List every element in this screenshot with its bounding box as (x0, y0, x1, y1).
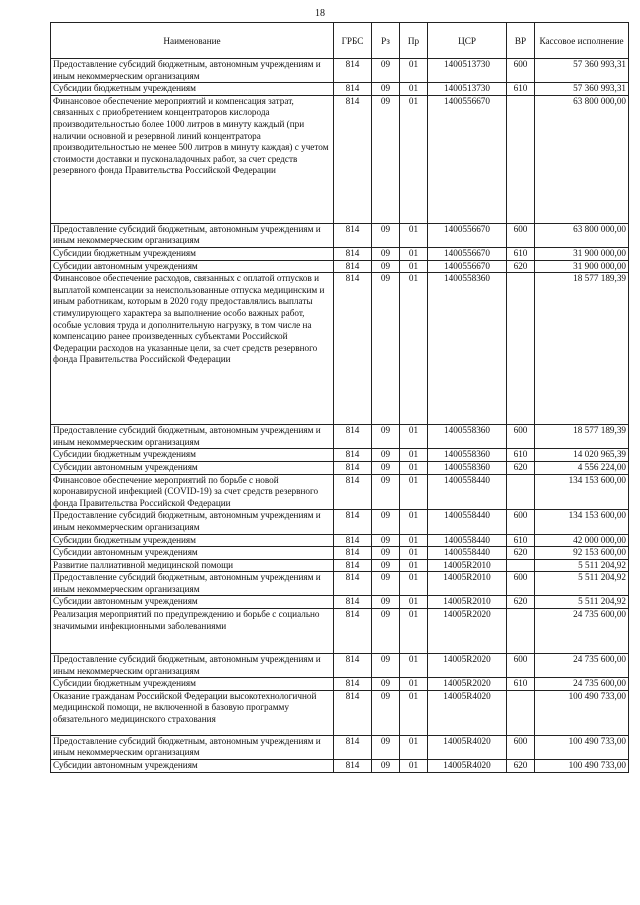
cell-name: Предоставление субсидий бюджетным, автономным учреждениям и иным некоммерческим организациям (51, 654, 334, 678)
cell-rz: 09 (372, 735, 400, 759)
cell-rz: 09 (372, 534, 400, 547)
table-row (51, 690, 629, 735)
cell-pr: 01 (400, 461, 428, 474)
cell-pr: 01 (400, 547, 428, 560)
cell-csr: 1400558360 (428, 449, 507, 462)
cell-rz: 09 (372, 474, 400, 510)
header-grbs: ГРБС (334, 23, 372, 59)
cell-vr: 600 (507, 223, 535, 247)
cell-vr: 610 (507, 678, 535, 691)
cell-grbs: 814 (334, 461, 372, 474)
cell-rz: 09 (372, 596, 400, 609)
header-name: Наименование (51, 23, 334, 59)
cell-amount: 63 800 000,00 (535, 95, 629, 223)
cell-pr: 01 (400, 425, 428, 449)
cell-amount: 5 511 204,92 (535, 572, 629, 596)
table-row (51, 760, 629, 773)
table-row (51, 425, 629, 449)
cell-grbs: 814 (334, 59, 372, 83)
cell-name: Субсидии автономным учреждениям (51, 760, 334, 773)
cell-amount: 31 900 000,00 (535, 260, 629, 273)
table-row (51, 474, 629, 510)
cell-grbs: 814 (334, 273, 372, 425)
cell-amount: 63 800 000,00 (535, 223, 629, 247)
cell-amount: 134 153 600,00 (535, 510, 629, 534)
cell-grbs: 814 (334, 572, 372, 596)
cell-vr (507, 273, 535, 425)
cell-grbs: 814 (334, 547, 372, 560)
cell-amount: 5 511 204,92 (535, 596, 629, 609)
cell-rz: 09 (372, 678, 400, 691)
page-number: 18 (315, 8, 325, 19)
cell-amount: 14 020 965,39 (535, 449, 629, 462)
cell-vr: 600 (507, 425, 535, 449)
cell-name: Субсидии бюджетным учреждениям (51, 449, 334, 462)
cell-name: Субсидии бюджетным учреждениям (51, 83, 334, 96)
cell-csr: 14005R2010 (428, 596, 507, 609)
cell-csr: 1400558440 (428, 510, 507, 534)
cell-grbs: 814 (334, 534, 372, 547)
cell-rz: 09 (372, 690, 400, 735)
cell-amount: 100 490 733,00 (535, 760, 629, 773)
cell-name: Субсидии бюджетным учреждениям (51, 247, 334, 260)
cell-name: Предоставление субсидий бюджетным, автономным учреждениям и иным некоммерческим организациям (51, 510, 334, 534)
cell-pr: 01 (400, 273, 428, 425)
cell-name: Развитие паллиативной медицинской помощи (51, 559, 334, 572)
cell-vr: 620 (507, 260, 535, 273)
cell-grbs: 814 (334, 596, 372, 609)
cell-vr (507, 474, 535, 510)
cell-grbs: 814 (334, 760, 372, 773)
cell-name: Финансовое обеспечение расходов, связанных с оплатой отпусков и выплатой компенсации за неиспользованные отпуска медицинским и иным работникам, которым в 2020 году предоставлялись выплаты стимулирующего характера за выполнение особо важных работ, особые условия труда и дополнительную нагрузку, в том числе на компенсацию ранее произведенных субъектами Российской Федерации расходов на указанные цели, за счет средств резервного фонда Правительства Российской Федерации (51, 273, 334, 425)
cell-amount: 18 577 189,39 (535, 273, 629, 425)
cell-grbs: 814 (334, 223, 372, 247)
cell-vr (507, 609, 535, 654)
cell-csr: 14005R2010 (428, 559, 507, 572)
table-row (51, 449, 629, 462)
header-pr: Пр (400, 23, 428, 59)
cell-name: Предоставление субсидий бюджетным, автономным учреждениям и иным некоммерческим организациям (51, 223, 334, 247)
cell-pr: 01 (400, 572, 428, 596)
cell-grbs: 814 (334, 425, 372, 449)
cell-name: Субсидии автономным учреждениям (51, 260, 334, 273)
cell-name: Субсидии бюджетным учреждениям (51, 534, 334, 547)
cell-name: Субсидии бюджетным учреждениям (51, 678, 334, 691)
cell-rz: 09 (372, 260, 400, 273)
table-row (51, 547, 629, 560)
cell-csr: 14005R4020 (428, 735, 507, 759)
cell-csr: 1400558360 (428, 425, 507, 449)
cell-name: Предоставление субсидий бюджетным, автономным учреждениям и иным некоммерческим организациям (51, 59, 334, 83)
table-row (51, 654, 629, 678)
cell-pr: 01 (400, 83, 428, 96)
table-row (51, 273, 629, 425)
cell-amount: 4 556 224,00 (535, 461, 629, 474)
cell-pr: 01 (400, 223, 428, 247)
cell-vr: 610 (507, 83, 535, 96)
cell-rz: 09 (372, 59, 400, 83)
cell-rz: 09 (372, 559, 400, 572)
table-row (51, 461, 629, 474)
cell-amount: 24 735 600,00 (535, 609, 629, 654)
cell-csr: 1400558360 (428, 461, 507, 474)
cell-rz: 09 (372, 654, 400, 678)
cell-csr: 14005R2020 (428, 654, 507, 678)
cell-name: Предоставление субсидий бюджетным, автономным учреждениям и иным некоммерческим организациям (51, 735, 334, 759)
cell-csr: 1400556670 (428, 95, 507, 223)
cell-rz: 09 (372, 273, 400, 425)
cell-grbs: 814 (334, 690, 372, 735)
cell-vr (507, 95, 535, 223)
budget-execution-table (50, 22, 629, 773)
cell-pr: 01 (400, 449, 428, 462)
cell-rz: 09 (372, 425, 400, 449)
cell-vr: 600 (507, 510, 535, 534)
cell-name: Предоставление субсидий бюджетным, автономным учреждениям и иным некоммерческим организациям (51, 572, 334, 596)
cell-rz: 09 (372, 247, 400, 260)
cell-pr: 01 (400, 95, 428, 223)
table-row (51, 572, 629, 596)
cell-pr: 01 (400, 260, 428, 273)
table-body (51, 59, 629, 773)
cell-vr: 620 (507, 760, 535, 773)
cell-csr: 1400513730 (428, 83, 507, 96)
table-row (51, 59, 629, 83)
cell-grbs: 814 (334, 735, 372, 759)
cell-vr: 600 (507, 572, 535, 596)
cell-pr: 01 (400, 609, 428, 654)
cell-grbs: 814 (334, 260, 372, 273)
header-vr: ВР (507, 23, 535, 59)
cell-pr: 01 (400, 596, 428, 609)
table-row (51, 247, 629, 260)
cell-vr: 610 (507, 534, 535, 547)
cell-csr: 1400556670 (428, 247, 507, 260)
cell-name: Субсидии автономным учреждениям (51, 547, 334, 560)
cell-amount: 57 360 993,31 (535, 83, 629, 96)
cell-amount: 134 153 600,00 (535, 474, 629, 510)
table-row (51, 83, 629, 96)
cell-csr: 1400556670 (428, 223, 507, 247)
header-rz: Рз (372, 23, 400, 59)
cell-vr: 600 (507, 735, 535, 759)
cell-vr: 610 (507, 247, 535, 260)
cell-pr: 01 (400, 534, 428, 547)
cell-rz: 09 (372, 572, 400, 596)
cell-rz: 09 (372, 547, 400, 560)
cell-csr: 1400558440 (428, 534, 507, 547)
cell-amount: 24 735 600,00 (535, 678, 629, 691)
cell-rz: 09 (372, 223, 400, 247)
cell-grbs: 814 (334, 510, 372, 534)
cell-grbs: 814 (334, 474, 372, 510)
cell-grbs: 814 (334, 247, 372, 260)
table-row (51, 609, 629, 654)
cell-csr: 1400558440 (428, 474, 507, 510)
cell-pr: 01 (400, 474, 428, 510)
cell-csr: 1400556670 (428, 260, 507, 273)
cell-amount: 100 490 733,00 (535, 690, 629, 735)
cell-amount: 24 735 600,00 (535, 654, 629, 678)
cell-amount: 42 000 000,00 (535, 534, 629, 547)
cell-name: Финансовое обеспечение мероприятий по борьбе с новой коронавирусной инфекцией (COVID-19) за счет средств резервного фонда Правительства Российской Федерации (51, 474, 334, 510)
cell-grbs: 814 (334, 559, 372, 572)
cell-pr: 01 (400, 760, 428, 773)
cell-pr: 01 (400, 735, 428, 759)
cell-name: Предоставление субсидий бюджетным, автономным учреждениям и иным некоммерческим организациям (51, 425, 334, 449)
cell-rz: 09 (372, 449, 400, 462)
cell-pr: 01 (400, 678, 428, 691)
cell-vr: 620 (507, 461, 535, 474)
cell-vr: 600 (507, 59, 535, 83)
cell-vr: 610 (507, 449, 535, 462)
cell-vr (507, 690, 535, 735)
cell-vr: 620 (507, 547, 535, 560)
table-row (51, 510, 629, 534)
table-row (51, 678, 629, 691)
cell-rz: 09 (372, 83, 400, 96)
cell-pr: 01 (400, 247, 428, 260)
cell-amount: 57 360 993,31 (535, 59, 629, 83)
cell-csr: 1400558360 (428, 273, 507, 425)
table-row (51, 534, 629, 547)
cell-amount: 31 900 000,00 (535, 247, 629, 260)
cell-grbs: 814 (334, 95, 372, 223)
table-row (51, 735, 629, 759)
cell-pr: 01 (400, 654, 428, 678)
cell-rz: 09 (372, 461, 400, 474)
cell-csr: 14005R4020 (428, 760, 507, 773)
table-row (51, 260, 629, 273)
table-row (51, 559, 629, 572)
cell-name: Субсидии автономным учреждениям (51, 596, 334, 609)
cell-amount: 100 490 733,00 (535, 735, 629, 759)
cell-grbs: 814 (334, 83, 372, 96)
header-csr: ЦСР (428, 23, 507, 59)
cell-vr: 600 (507, 654, 535, 678)
cell-vr (507, 559, 535, 572)
cell-csr: 14005R2020 (428, 678, 507, 691)
cell-csr: 1400513730 (428, 59, 507, 83)
cell-csr: 1400558440 (428, 547, 507, 560)
cell-grbs: 814 (334, 654, 372, 678)
table-row (51, 95, 629, 223)
table-row (51, 223, 629, 247)
header-amount: Кассовое исполнение (535, 23, 629, 59)
cell-rz: 09 (372, 95, 400, 223)
cell-name: Финансовое обеспечение мероприятий и компенсация затрат, связанных с приобретением концентраторов кислорода производительностью более 1000 литров в минуту каждый (при наличии основной и резервной линий концентратора производительностью не менее 500 литров в минуту каждая) с учетом стоимости доставки и пусконаладочных работ, за счет средств резервного фонда Правительства Российской Федерации (51, 95, 334, 223)
cell-csr: 14005R2010 (428, 572, 507, 596)
cell-pr: 01 (400, 690, 428, 735)
cell-amount: 5 511 204,92 (535, 559, 629, 572)
cell-grbs: 814 (334, 678, 372, 691)
cell-name: Оказание гражданам Российской Федерации высокотехнологичной медицинской помощи, не включенной в базовую программу обязательного медицинского страхования (51, 690, 334, 735)
cell-pr: 01 (400, 510, 428, 534)
cell-grbs: 814 (334, 449, 372, 462)
cell-rz: 09 (372, 760, 400, 773)
cell-rz: 09 (372, 609, 400, 654)
cell-amount: 18 577 189,39 (535, 425, 629, 449)
cell-csr: 14005R4020 (428, 690, 507, 735)
cell-pr: 01 (400, 559, 428, 572)
cell-csr: 14005R2020 (428, 609, 507, 654)
table-row (51, 596, 629, 609)
cell-name: Реализация мероприятий по предупреждению и борьбе с социально значимыми инфекционными заболеваниями (51, 609, 334, 654)
cell-amount: 92 153 600,00 (535, 547, 629, 560)
table-header-row (51, 23, 629, 59)
cell-pr: 01 (400, 59, 428, 83)
cell-name: Субсидии автономным учреждениям (51, 461, 334, 474)
cell-rz: 09 (372, 510, 400, 534)
cell-grbs: 814 (334, 609, 372, 654)
cell-vr: 620 (507, 596, 535, 609)
